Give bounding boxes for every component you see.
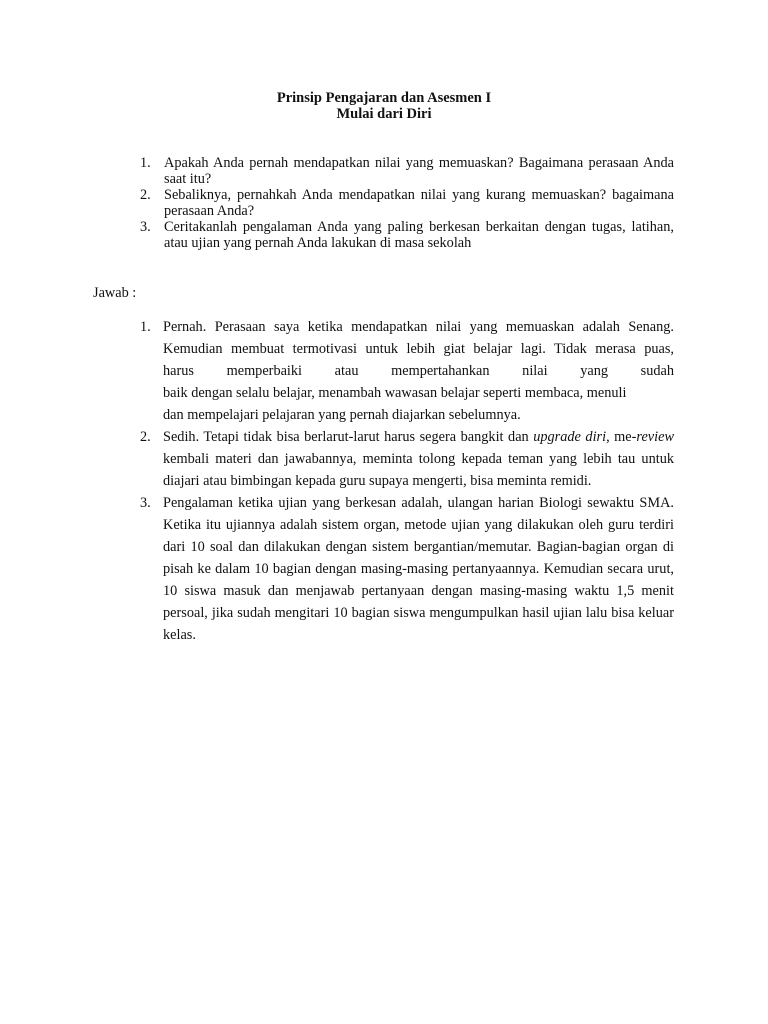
answer-italic-text: review	[636, 429, 674, 445]
question-number: 1.	[140, 155, 151, 171]
answer-number: 1.	[140, 319, 151, 335]
question-item	[130, 219, 674, 251]
question-number: 3.	[140, 219, 151, 235]
answer-list	[130, 316, 674, 646]
title-line-1: Prinsip Pengajaran dan Asesmen I	[276, 90, 492, 106]
answer-line: dan mempelajari pelajaran yang pernah diajarkan sebelumnya.	[163, 407, 521, 423]
answer-number: 2.	[140, 429, 151, 445]
question-list	[130, 155, 674, 251]
question-item	[130, 155, 674, 187]
answer-item-1	[130, 316, 674, 426]
answer-text: kembali materi dan jawabannya, meminta tolong kepada teman yang lebih tau untuk diajari atau bimbingan kepada guru supaya mengerti, bisa meminta remidi.	[163, 451, 674, 489]
document-title	[0, 90, 768, 122]
answer-italic-text: upgrade diri	[533, 429, 607, 445]
question-text: Sebaliknya, pernahkah Anda mendapatkan nilai yang kurang memuaskan? bagaimana perasaan Anda?	[164, 187, 674, 219]
answer-number: 3.	[140, 495, 151, 511]
answer-line: Kemudian membuat termotivasi untuk lebih giat belajar lagi. Tidak merasa puas,	[163, 341, 674, 357]
title-line-2: Mulai dari Diri	[336, 106, 432, 122]
question-text: Apakah Anda pernah mendapatkan nilai yang memuaskan? Bagaimana perasaan Anda saat itu?	[164, 155, 674, 187]
answer-text: Sedih. Tetapi tidak bisa berlarut-larut harus segera bangkit dan	[163, 429, 534, 445]
question-text: Ceritakanlah pengalaman Anda yang paling berkesan berkaitan dengan tugas, latihan, atau ujian yang pernah Anda lakukan di masa sekolah	[164, 219, 674, 251]
answer-item-3	[130, 492, 674, 646]
answer-line: baik dengan selalu belajar, menambah wawasan belajar seperti membaca, menuli	[163, 385, 627, 401]
question-item	[130, 187, 674, 219]
answer-line: harus memperbaiki atau mempertahankan nilai yang sudah	[163, 363, 674, 379]
answer-label: Jawab :	[93, 285, 137, 301]
answer-text: Pengalaman ketika ujian yang berkesan adalah, ulangan harian Biologi sewaktu SMA. Ketika itu ujiannya adalah sistem organ, metode ujian yang dilakukan oleh guru terdiri dari 10 soal dan dilakukan dengan sistem bergantian/memutar. Bagian-bagian organ di pisah ke dalam 10 bagian dengan masing-masing pertanyaannya. Kemudian secara urut, 10 siswa masuk dan menjawab pertanyaan dengan masing-masing waktu 1,5 menit persoal, jika sudah mengitari 10 bagian siswa mengumpulkan hasil ujian lalu bisa keluar kelas.	[163, 495, 674, 643]
question-number: 2.	[140, 187, 151, 203]
answer-line: Pernah. Perasaan saya ketika mendapatkan nilai yang memuaskan adalah Senang.	[163, 319, 674, 335]
answer-text: , me-	[606, 429, 637, 445]
answer-item-2	[130, 426, 674, 492]
